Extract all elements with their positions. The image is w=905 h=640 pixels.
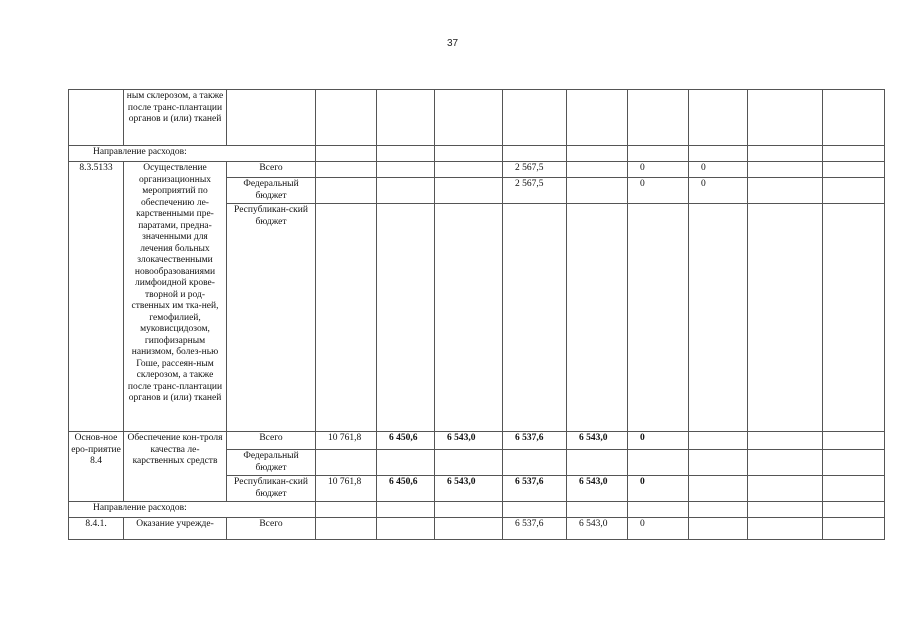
value-cell: 6 537,6 (503, 432, 567, 450)
value-cell: 0 (689, 178, 748, 204)
budget-table (68, 89, 885, 540)
funding-source: Республикан-ский бюджет (227, 204, 316, 432)
value-cell: 6 450,6 (377, 476, 435, 502)
value-cell: 2 567,5 (503, 178, 567, 204)
value-cell: 6 543,0 (435, 476, 503, 502)
row-code: Основ-ное еро-приятие 8.4 (69, 432, 124, 502)
table-row (69, 90, 885, 146)
table-row (69, 162, 885, 178)
value-cell: 6 543,0 (567, 518, 628, 540)
value-cell: 6 537,6 (503, 518, 567, 540)
funding-source: Всего (227, 432, 316, 450)
section-label: Направление расходов: (69, 502, 316, 518)
measure-name: ным склерозом, а также после транс-плантации органов и (или) тканей (124, 90, 227, 146)
row-code: 8.4.1. (69, 518, 124, 540)
value-cell: 0 (628, 476, 689, 502)
value-cell: 0 (689, 162, 748, 178)
value-cell: 6 537,6 (503, 476, 567, 502)
measure-name: Осуществление организационных мероприятий по обеспечению ле-карственными пре-паратами, предна-значенными для лечения больных злокачественными новообразованиями лимфоидной крове-творной и род-ственных им тка-ней, гемофилией, муковисцидозом, гипофизарным нанизмом, болез-нью Гоше, рассеян-ным склерозом, а также после транс-плантации органов и (или) тканей (124, 162, 227, 432)
table-row (69, 146, 885, 162)
measure-name: Обеспечение кон-троля качества ле-карственных средств (124, 432, 227, 502)
measure-name: Оказание учрежде- (124, 518, 227, 540)
funding-source: Всего (227, 518, 316, 540)
page-number: 37 (446, 38, 459, 49)
table-row (69, 518, 885, 540)
funding-source: Республикан-ский бюджет (227, 476, 316, 502)
value-cell: 6 450,6 (377, 432, 435, 450)
value-cell: 6 543,0 (567, 432, 628, 450)
funding-source: Федеральный бюджет (227, 178, 316, 204)
funding-source: Федеральный бюджет (227, 450, 316, 476)
funding-source: Всего (227, 162, 316, 178)
value-cell: 10 761,8 (316, 476, 377, 502)
value-cell: 0 (628, 178, 689, 204)
value-cell: 2 567,5 (503, 162, 567, 178)
value-cell: 0 (628, 162, 689, 178)
value-cell: 10 761,8 (316, 432, 377, 450)
table-row (69, 502, 885, 518)
table-row (69, 432, 885, 450)
value-cell: 6 543,0 (435, 432, 503, 450)
value-cell: 0 (628, 518, 689, 540)
row-code: 8.3.5133 (69, 162, 124, 432)
value-cell: 6 543,0 (567, 476, 628, 502)
value-cell: 0 (628, 432, 689, 450)
section-label: Направление расходов: (69, 146, 316, 162)
